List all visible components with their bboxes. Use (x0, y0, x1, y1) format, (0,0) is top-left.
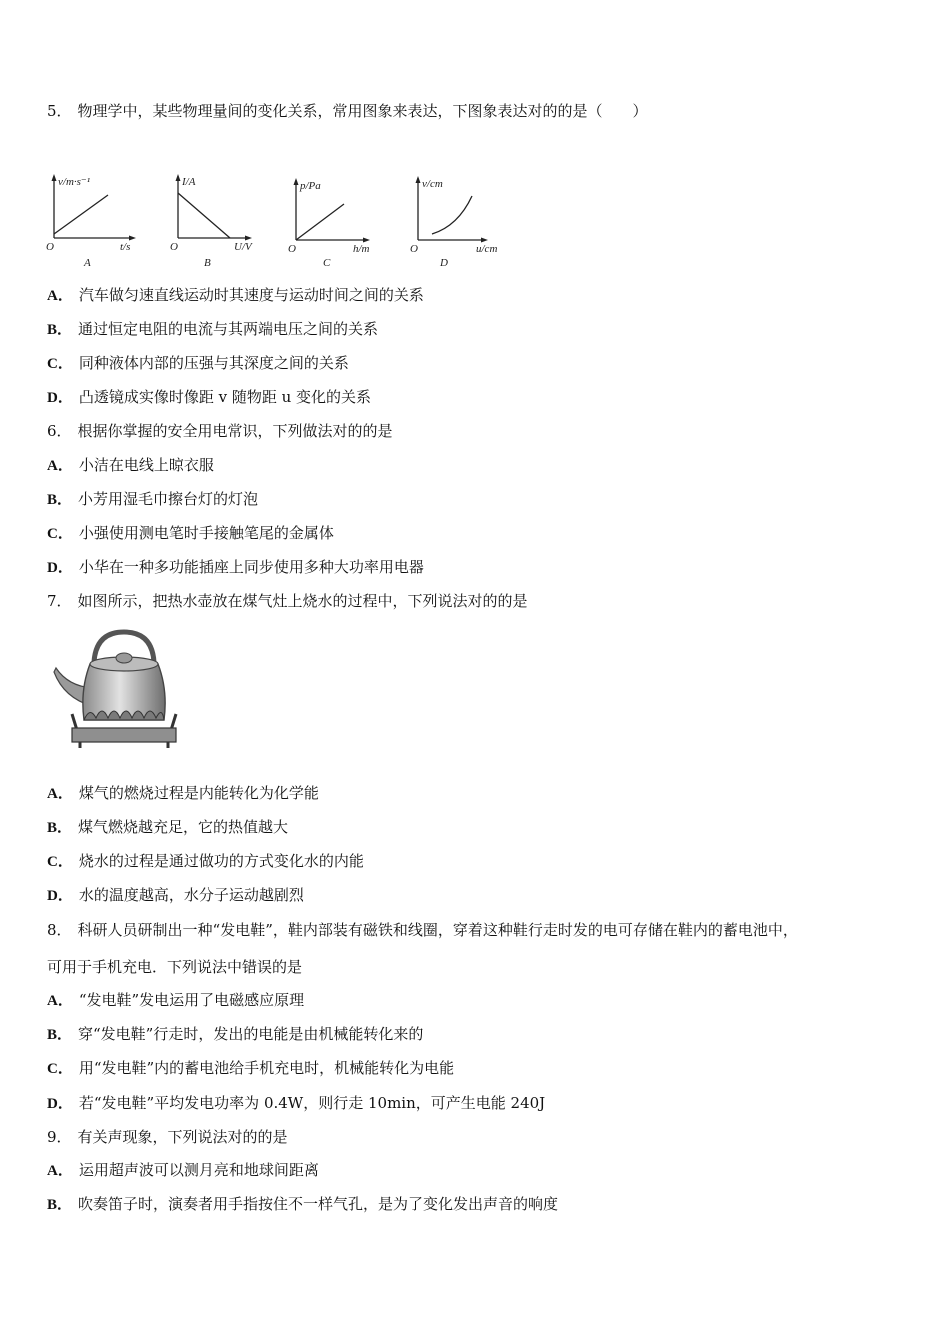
option-text: 烧水的过程是通过做功的方式变化水的内能 (78, 852, 364, 870)
q9-option-b[interactable] (47, 1194, 558, 1215)
q9-option-a[interactable] (47, 1160, 319, 1181)
option-label: B． (47, 1197, 73, 1213)
q6-stem (47, 421, 393, 441)
option-text: 凸透镜成实像时像距 v 随物距 u 变化的关系 (78, 388, 372, 406)
q5-number: 5． (47, 102, 72, 120)
q9-number: 9． (47, 1128, 72, 1146)
option-label: A． (47, 993, 73, 1009)
option-text: 汽车做匀速直线运动时其速度与运动时间之间的关系 (78, 286, 424, 304)
graph-b-line (178, 193, 230, 238)
option-text: 运用超声波可以测月亮和地球间距离 (78, 1161, 319, 1179)
q5-stem (47, 101, 648, 121)
graph-a-origin: O (46, 241, 54, 253)
graph-a-caption: A (84, 257, 91, 269)
q6-option-d[interactable] (47, 557, 424, 578)
option-label: A． (47, 458, 73, 474)
q5-option-c[interactable] (47, 353, 349, 374)
option-text: 水的温度越高，水分子运动越剧烈 (78, 886, 304, 904)
option-label: A． (47, 288, 73, 304)
graph-b (170, 174, 253, 269)
graph-c-x-label: h/m (353, 243, 370, 255)
option-text: “发电鞋”发电运用了电磁感应原理 (78, 991, 305, 1009)
graph-b-caption: B (204, 257, 211, 269)
graph-c-caption: C (323, 257, 331, 269)
q5-option-a[interactable] (47, 285, 424, 306)
graph-a (46, 174, 136, 269)
q5-stem-text: 物理学中，某些物理量间的变化关系，常用图象来表达，下图象表达对的的是（ ） (77, 102, 648, 120)
q5-option-b[interactable] (47, 319, 378, 340)
q7-stem-text: 如图所示，把热水壶放在煤气灶上烧水的过程中，下列说法对的的是 (77, 592, 528, 610)
graph-d-x-label: u/cm (476, 243, 498, 255)
q6-option-b[interactable] (47, 489, 258, 510)
option-label: B． (47, 492, 73, 508)
option-text: 小洁在电线上晾衣服 (78, 456, 214, 474)
q7-option-a[interactable] (47, 783, 319, 804)
q8-option-d[interactable] (47, 1093, 545, 1114)
graph-d-curve (432, 196, 472, 234)
graph-d (410, 176, 497, 269)
q7-option-d[interactable] (47, 885, 304, 906)
q8-option-b[interactable] (47, 1024, 423, 1045)
kettle-knob (116, 653, 132, 663)
option-label: C． (47, 356, 73, 372)
q6-option-c[interactable] (47, 523, 334, 544)
option-text: 同种液体内部的压强与其深度之间的关系 (78, 354, 349, 372)
option-label: B． (47, 322, 73, 338)
option-label: A． (47, 1163, 73, 1179)
option-text: 煤气的燃烧过程是内能转化为化学能 (78, 784, 319, 802)
q8-stem-text-2: 可用于手机充电．下列说法中错误的是 (47, 958, 303, 976)
option-label: B． (47, 820, 73, 836)
q8-stem-line2 (47, 957, 302, 977)
q6-number: 6． (47, 422, 72, 440)
q8-option-c[interactable] (47, 1058, 454, 1079)
graph-a-line (54, 195, 108, 234)
option-text: 小华在一种多功能插座上同步使用多种大功率用电器 (78, 558, 424, 576)
graph-c-y-label: p/Pa (300, 180, 321, 192)
q8-stem-line1 (47, 920, 798, 940)
q6-option-a[interactable] (47, 455, 214, 476)
graph-d-origin: O (410, 243, 418, 255)
graph-b-origin: O (170, 241, 178, 253)
stove-base (72, 728, 176, 742)
option-label: D． (47, 888, 73, 904)
option-label: C． (47, 526, 73, 542)
q7-number: 7． (47, 592, 72, 610)
option-label: C． (47, 854, 73, 870)
option-text: 若“发电鞋”平均发电功率为 0.4W，则行走 10min，可产生电能 240J (78, 1094, 546, 1112)
option-label: D． (47, 560, 73, 576)
kettle-on-stove-figure (50, 628, 190, 750)
q5-option-d[interactable] (47, 387, 371, 408)
q7-option-c[interactable] (47, 851, 364, 872)
graph-a-x-label: t/s (120, 241, 131, 253)
q8-stem-text-1: 科研人员研制出一种“发电鞋”，鞋内部装有磁铁和线圈，穿着这种鞋行走时发的电可存储在鞋内的蓄电池中， (77, 921, 798, 939)
q8-option-a[interactable] (47, 990, 304, 1011)
option-text: 煤气燃烧越充足，它的热值越大 (78, 818, 289, 836)
option-text: 用“发电鞋”内的蓄电池给手机充电时，机械能转化为电能 (78, 1059, 455, 1077)
option-label: A． (47, 786, 73, 802)
q7-option-b[interactable] (47, 817, 288, 838)
option-label: D． (47, 1096, 73, 1112)
graph-b-y-label: I/A (182, 176, 196, 188)
graph-c (288, 178, 370, 269)
graph-d-caption: D (440, 257, 448, 269)
q9-stem (47, 1127, 288, 1147)
option-text: 穿“发电鞋”行走时，发出的电能是由机械能转化来的 (78, 1025, 424, 1043)
option-text: 吹奏笛子时，演奏者用手指按住不一样气孔，是为了变化发出声音的响度 (78, 1195, 559, 1213)
q8-number: 8． (47, 921, 72, 939)
q9-stem-text: 有关声现象，下列说法对的的是 (77, 1128, 288, 1146)
option-text: 通过恒定电阻的电流与其两端电压之间的关系 (78, 320, 379, 338)
option-text: 小芳用湿毛巾擦台灯的灯泡 (78, 490, 259, 508)
graph-c-origin: O (288, 243, 296, 255)
graph-d-y-label: v/cm (422, 178, 443, 190)
option-text: 小强使用测电笔时手接触笔尾的金属体 (78, 524, 334, 542)
option-label: C． (47, 1061, 73, 1077)
q5-graphs-figure (40, 168, 520, 276)
graph-b-x-label: U/V (234, 241, 252, 253)
q6-stem-text: 根据你掌握的安全用电常识，下列做法对的的是 (77, 422, 393, 440)
graph-c-line (296, 204, 344, 240)
option-label: B． (47, 1027, 73, 1043)
option-label: D． (47, 390, 73, 406)
q7-stem (47, 591, 528, 611)
graph-a-y-label: v/m·s⁻¹ (58, 176, 91, 188)
